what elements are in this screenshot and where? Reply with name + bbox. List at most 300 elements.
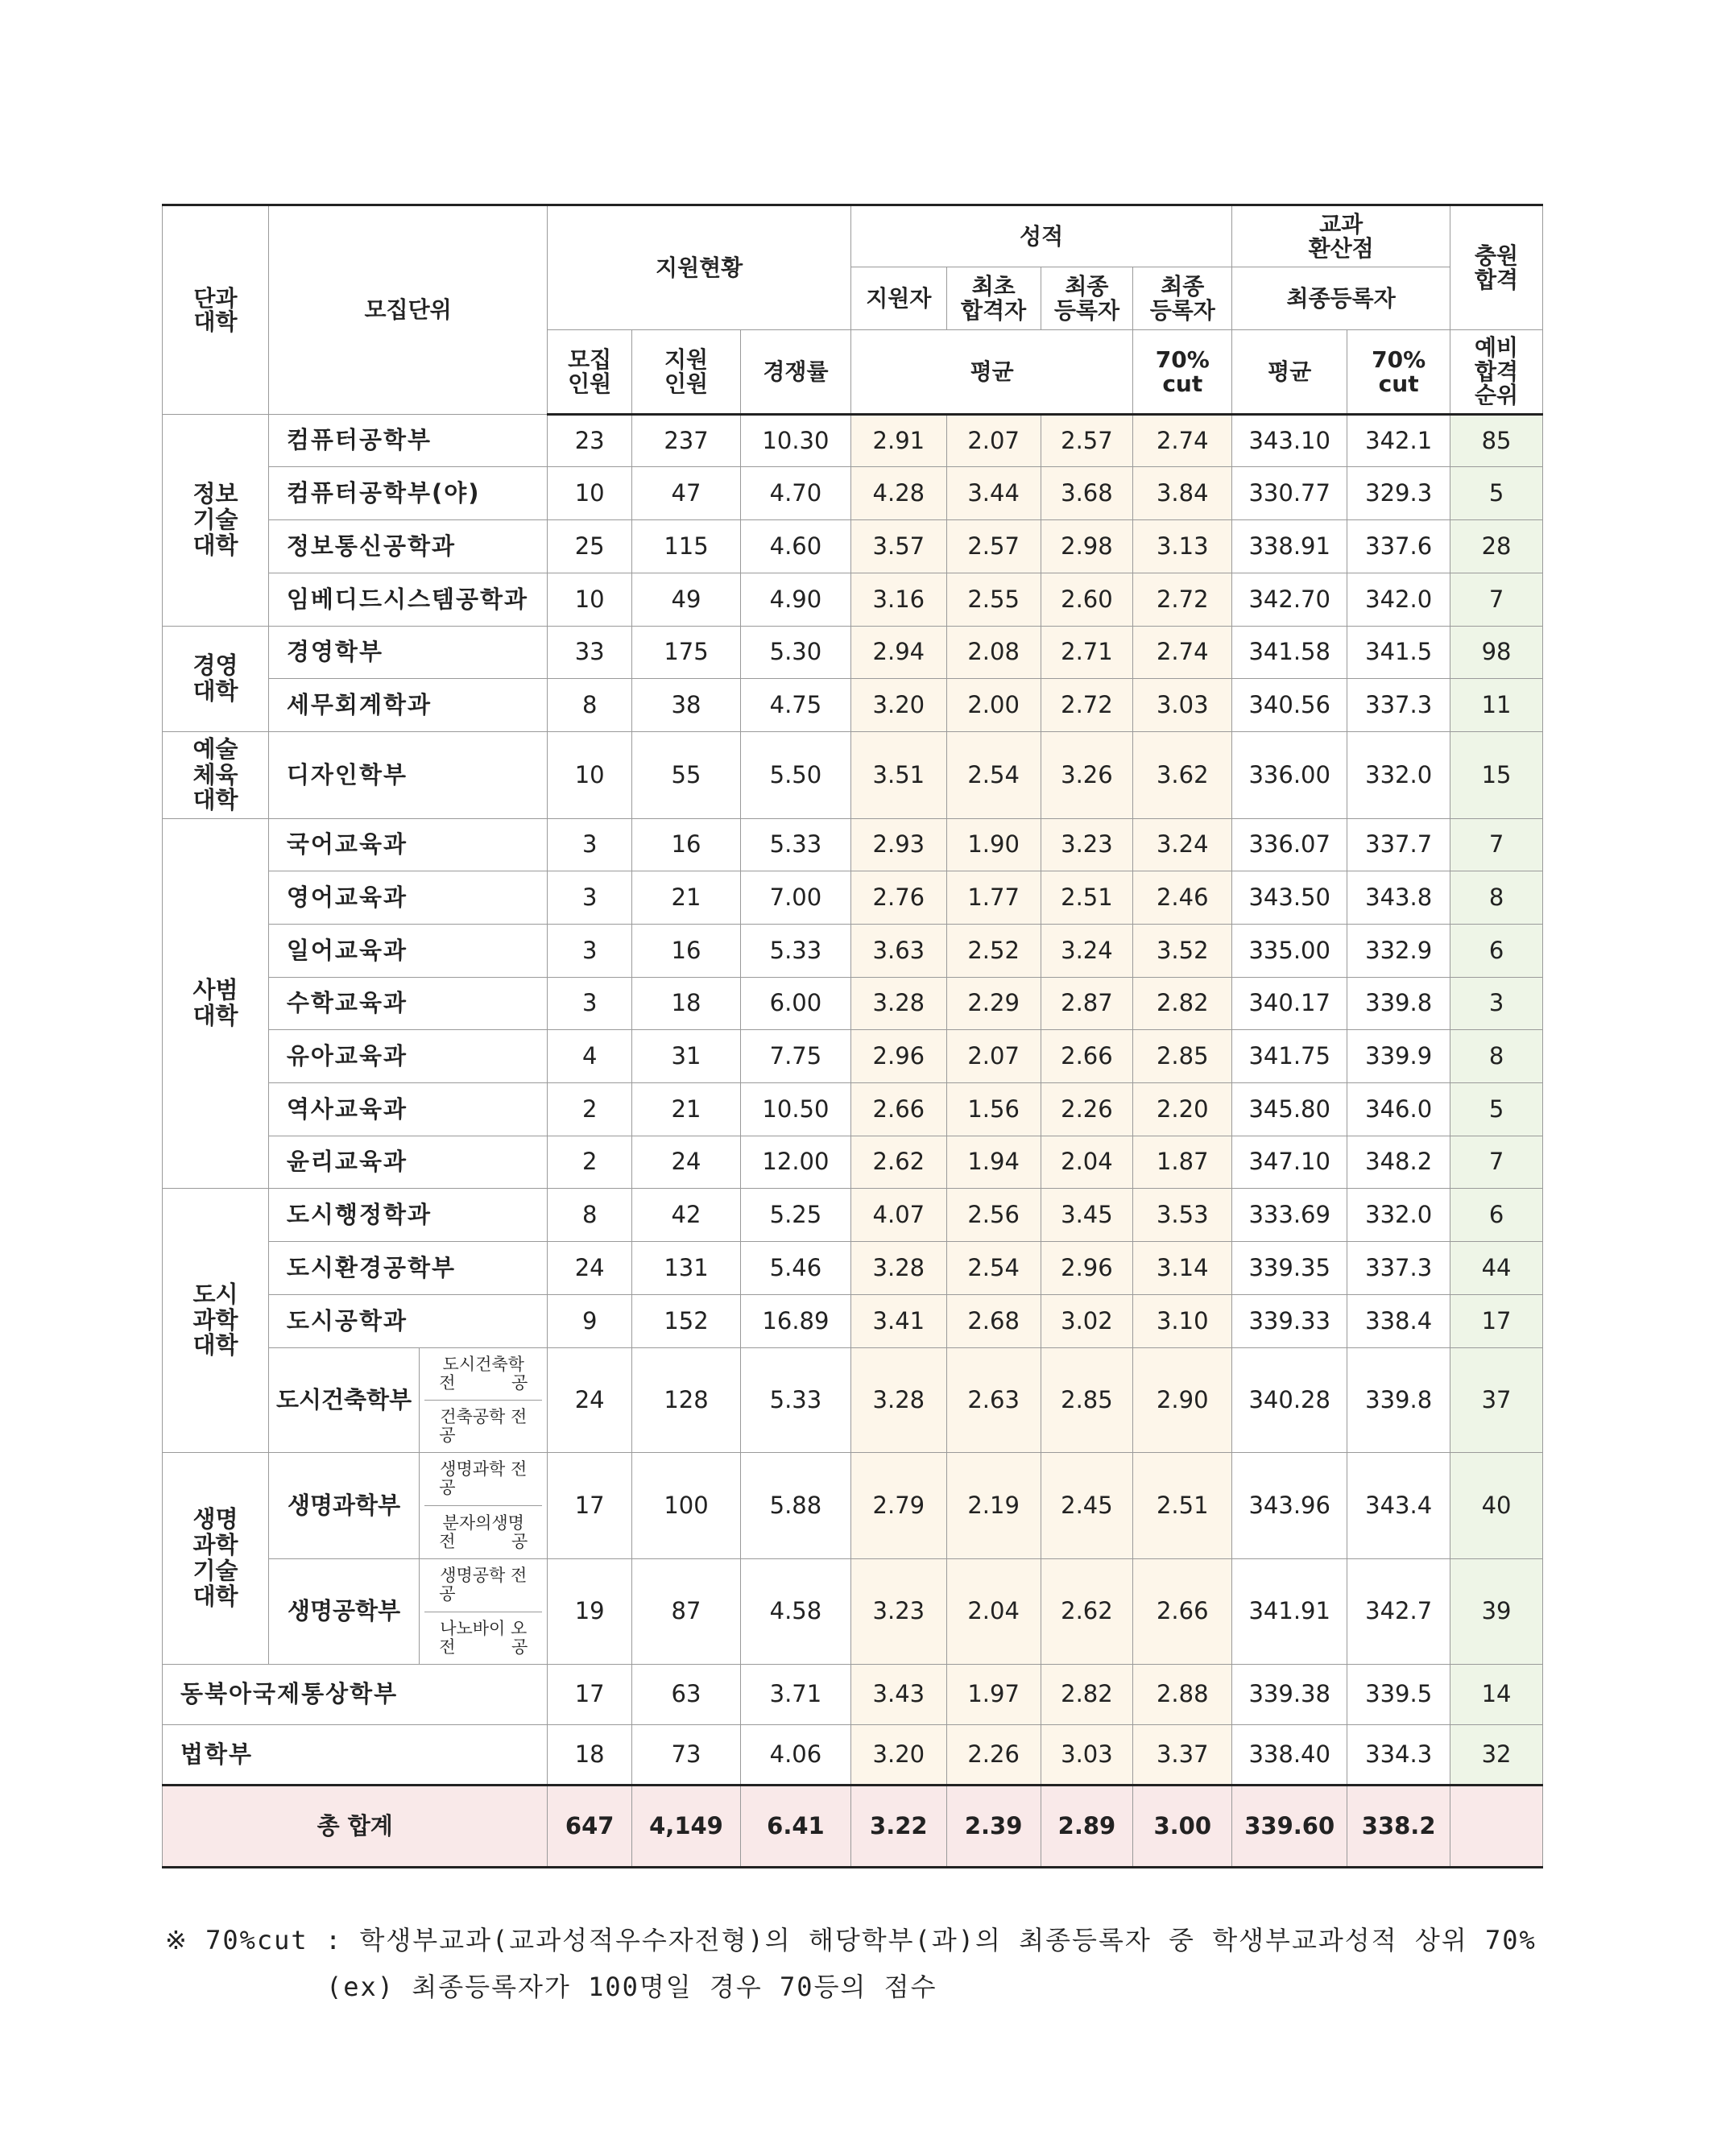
cell-recruit: 8 <box>548 1189 632 1242</box>
cell-d: 3.62 <box>1133 732 1232 819</box>
dept-name: 역사교육과 <box>268 1083 547 1136</box>
cell-apply: 38 <box>632 679 741 732</box>
cell-e: 338.91 <box>1232 520 1347 573</box>
cell-a: 3.43 <box>850 1665 946 1725</box>
cell-ratio: 16.89 <box>740 1295 850 1348</box>
college-life: 생명 과학 기술 대학 <box>163 1453 269 1665</box>
cell-e: 336.00 <box>1232 732 1347 819</box>
table-row <box>163 1083 1543 1136</box>
total-apply: 4,149 <box>632 1786 741 1868</box>
college-edu: 사범 대학 <box>163 819 269 1189</box>
cell-b: 2.54 <box>946 732 1041 819</box>
table-row <box>163 573 1543 627</box>
major-2: 나노바이 오 전 공 <box>439 1618 528 1657</box>
cell-a: 2.94 <box>850 627 946 679</box>
dept-group: 도시건축학부 <box>268 1348 419 1453</box>
cell-f: 334.3 <box>1347 1725 1450 1786</box>
cell-e: 338.40 <box>1232 1725 1347 1786</box>
cell-recruit: 33 <box>548 627 632 679</box>
total-recruit: 647 <box>548 1786 632 1868</box>
cell-a: 2.91 <box>850 415 946 467</box>
table-row <box>163 1136 1543 1189</box>
cell-apply: 24 <box>632 1136 741 1189</box>
major-2: 건축공학 전 공 <box>439 1407 528 1446</box>
cell-apply: 18 <box>632 978 741 1030</box>
cell-g: 7 <box>1450 1136 1543 1189</box>
cell-ratio: 4.75 <box>740 679 850 732</box>
cell-ratio: 12.00 <box>740 1136 850 1189</box>
total-f: 338.2 <box>1347 1786 1450 1868</box>
cell-b: 2.68 <box>946 1295 1041 1348</box>
cell-a: 3.20 <box>850 1725 946 1786</box>
cell-e: 343.96 <box>1232 1453 1347 1559</box>
cell-recruit: 9 <box>548 1295 632 1348</box>
cell-c: 2.96 <box>1041 1242 1133 1295</box>
header-applicants-status: 지원현황 <box>548 205 851 330</box>
cell-d: 2.46 <box>1133 871 1232 925</box>
cell-b: 2.07 <box>946 415 1041 467</box>
cell-apply: 128 <box>632 1348 741 1453</box>
table-row <box>163 415 1543 467</box>
cell-ratio: 4.90 <box>740 573 850 627</box>
cell-e: 339.35 <box>1232 1242 1347 1295</box>
table-row <box>163 627 1543 679</box>
cell-f: 337.7 <box>1347 819 1450 871</box>
cell-apply: 16 <box>632 925 741 978</box>
cell-a: 4.07 <box>850 1189 946 1242</box>
cell-g: 40 <box>1450 1453 1543 1559</box>
cell-f: 332.9 <box>1347 925 1450 978</box>
cell-d: 2.72 <box>1133 573 1232 627</box>
total-d: 3.00 <box>1133 1786 1232 1868</box>
cell-b: 2.19 <box>946 1453 1041 1559</box>
header-s-avg: 평균 <box>1232 330 1347 415</box>
cell-recruit: 10 <box>548 732 632 819</box>
dept-majors <box>420 1559 548 1665</box>
total-g <box>1450 1786 1543 1868</box>
table-row <box>163 978 1543 1030</box>
header-unit: 모집단위 <box>268 205 547 415</box>
cell-recruit: 2 <box>548 1083 632 1136</box>
cell-recruit: 19 <box>548 1559 632 1665</box>
cell-e: 330.77 <box>1232 467 1347 520</box>
cell-apply: 31 <box>632 1030 741 1083</box>
cell-recruit: 10 <box>548 573 632 627</box>
college-it: 정보 기술 대학 <box>163 415 269 627</box>
header-subject-score: 교과 환산점 <box>1232 205 1450 267</box>
footnote-line-1: ※ 70%cut : 학생부교과(교과성적우수자전형)의 해당학부(과)의 최종등록자 중 학생부교과성적 상위 70% <box>165 1925 1537 1955</box>
header-cut70: 70% cut <box>1133 330 1232 415</box>
cell-ratio: 5.46 <box>740 1242 850 1295</box>
cell-b: 2.04 <box>946 1559 1041 1665</box>
cell-g: 14 <box>1450 1665 1543 1725</box>
cell-e: 341.75 <box>1232 1030 1347 1083</box>
cell-d: 2.20 <box>1133 1083 1232 1136</box>
cell-e: 343.50 <box>1232 871 1347 925</box>
header-g-final-reg: 최종 등록자 <box>1041 267 1133 330</box>
cell-a: 3.57 <box>850 520 946 573</box>
cell-g: 85 <box>1450 415 1543 467</box>
dept-name: 영어교육과 <box>268 871 547 925</box>
dept-name: 정보통신공학과 <box>268 520 547 573</box>
dept-name: 경영학부 <box>268 627 547 679</box>
header-g-first-pass: 최초 합격자 <box>946 267 1041 330</box>
cell-b: 2.55 <box>946 573 1041 627</box>
cell-g: 7 <box>1450 573 1543 627</box>
cell-e: 335.00 <box>1232 925 1347 978</box>
cell-g: 7 <box>1450 819 1543 871</box>
header-grades: 성적 <box>850 205 1231 267</box>
cell-a: 3.51 <box>850 732 946 819</box>
cell-b: 1.56 <box>946 1083 1041 1136</box>
cell-ratio: 6.00 <box>740 978 850 1030</box>
dept-majors <box>420 1453 548 1559</box>
cell-g: 98 <box>1450 627 1543 679</box>
cell-f: 339.8 <box>1347 978 1450 1030</box>
cell-ratio: 10.30 <box>740 415 850 467</box>
major-2: 분자의생명 전 공 <box>439 1513 528 1551</box>
cell-e: 345.80 <box>1232 1083 1347 1136</box>
cell-a: 3.20 <box>850 679 946 732</box>
admission-results-table <box>162 204 1543 1868</box>
cell-ratio: 7.00 <box>740 871 850 925</box>
cell-a: 3.41 <box>850 1295 946 1348</box>
total-c: 2.89 <box>1041 1786 1133 1868</box>
table-row <box>163 1665 1543 1725</box>
table-row <box>163 467 1543 520</box>
cell-recruit: 23 <box>548 415 632 467</box>
table-row <box>163 1030 1543 1083</box>
dept-group: 생명공학부 <box>268 1559 419 1665</box>
header-extra-pass: 충원 합격 <box>1450 205 1543 330</box>
cell-e: 339.38 <box>1232 1665 1347 1725</box>
cell-c: 2.85 <box>1041 1348 1133 1453</box>
cell-f: 342.0 <box>1347 573 1450 627</box>
dept-name: 도시환경공학부 <box>268 1242 547 1295</box>
cell-ratio: 5.33 <box>740 925 850 978</box>
cell-b: 1.97 <box>946 1665 1041 1725</box>
cell-recruit: 17 <box>548 1453 632 1559</box>
dept-name: 법학부 <box>163 1725 548 1786</box>
cell-c: 2.87 <box>1041 978 1133 1030</box>
college-biz: 경영 대학 <box>163 627 269 732</box>
cell-f: 348.2 <box>1347 1136 1450 1189</box>
college-urban: 도시 과학 대학 <box>163 1189 269 1453</box>
total-ratio: 6.41 <box>740 1786 850 1868</box>
dept-name: 국어교육과 <box>268 819 547 871</box>
cell-recruit: 10 <box>548 467 632 520</box>
cell-a: 4.28 <box>850 467 946 520</box>
header-g-final-reg-2: 최종 등록자 <box>1133 267 1232 330</box>
cell-b: 1.90 <box>946 819 1041 871</box>
dept-name: 컴퓨터공학부(야) <box>268 467 547 520</box>
cell-a: 2.96 <box>850 1030 946 1083</box>
cell-e: 347.10 <box>1232 1136 1347 1189</box>
table-row <box>163 1189 1543 1242</box>
table-row <box>163 1295 1543 1348</box>
cell-apply: 63 <box>632 1665 741 1725</box>
cell-d: 2.74 <box>1133 627 1232 679</box>
total-a: 3.22 <box>850 1786 946 1868</box>
dept-name: 윤리교육과 <box>268 1136 547 1189</box>
header-apply: 지원 인원 <box>632 330 741 415</box>
cell-f: 329.3 <box>1347 467 1450 520</box>
table-row <box>163 1725 1543 1786</box>
cell-e: 340.28 <box>1232 1348 1347 1453</box>
total-row <box>163 1786 1543 1868</box>
cell-c: 3.03 <box>1041 1725 1133 1786</box>
cell-g: 32 <box>1450 1725 1543 1786</box>
cell-ratio: 3.71 <box>740 1665 850 1725</box>
cell-e: 333.69 <box>1232 1189 1347 1242</box>
cell-d: 2.82 <box>1133 978 1232 1030</box>
cell-d: 3.84 <box>1133 467 1232 520</box>
cell-ratio: 5.30 <box>740 627 850 679</box>
cell-c: 2.71 <box>1041 627 1133 679</box>
cell-f: 337.3 <box>1347 1242 1450 1295</box>
cell-ratio: 7.75 <box>740 1030 850 1083</box>
header-reserve-rank: 예비 합격 순위 <box>1450 330 1543 415</box>
cell-recruit: 24 <box>548 1348 632 1453</box>
cell-d: 3.14 <box>1133 1242 1232 1295</box>
cell-b: 2.26 <box>946 1725 1041 1786</box>
cell-b: 2.00 <box>946 679 1041 732</box>
cell-e: 340.17 <box>1232 978 1347 1030</box>
cell-f: 341.5 <box>1347 627 1450 679</box>
major-1: 생명과학 전 공 <box>424 1453 542 1507</box>
cell-g: 6 <box>1450 925 1543 978</box>
cell-ratio: 5.25 <box>740 1189 850 1242</box>
cell-c: 2.82 <box>1041 1665 1133 1725</box>
cell-e: 343.10 <box>1232 415 1347 467</box>
cell-g: 17 <box>1450 1295 1543 1348</box>
dept-name: 도시공학과 <box>268 1295 547 1348</box>
cell-g: 37 <box>1450 1348 1543 1453</box>
cell-g: 3 <box>1450 978 1543 1030</box>
cell-d: 3.52 <box>1133 925 1232 978</box>
cell-g: 39 <box>1450 1559 1543 1665</box>
cell-apply: 49 <box>632 573 741 627</box>
cell-c: 2.51 <box>1041 871 1133 925</box>
cell-recruit: 3 <box>548 925 632 978</box>
cell-d: 2.88 <box>1133 1665 1232 1725</box>
cell-f: 337.3 <box>1347 679 1450 732</box>
cell-ratio: 4.58 <box>740 1559 850 1665</box>
cell-b: 2.54 <box>946 1242 1041 1295</box>
cell-d: 3.53 <box>1133 1189 1232 1242</box>
footnote <box>165 1917 1537 2010</box>
dept-name: 컴퓨터공학부 <box>268 415 547 467</box>
cell-g: 28 <box>1450 520 1543 573</box>
header-s-cut70: 70% cut <box>1347 330 1450 415</box>
cell-apply: 115 <box>632 520 741 573</box>
cell-f: 343.4 <box>1347 1453 1450 1559</box>
cell-b: 2.08 <box>946 627 1041 679</box>
cell-d: 3.03 <box>1133 679 1232 732</box>
dept-name: 세무회계학과 <box>268 679 547 732</box>
header-recruit: 모집 인원 <box>548 330 632 415</box>
cell-ratio: 4.06 <box>740 1725 850 1786</box>
cell-apply: 152 <box>632 1295 741 1348</box>
cell-e: 342.70 <box>1232 573 1347 627</box>
cell-recruit: 4 <box>548 1030 632 1083</box>
dept-majors <box>420 1348 548 1453</box>
cell-d: 3.13 <box>1133 520 1232 573</box>
cell-b: 2.56 <box>946 1189 1041 1242</box>
cell-ratio: 10.50 <box>740 1083 850 1136</box>
cell-a: 3.28 <box>850 1348 946 1453</box>
cell-d: 3.24 <box>1133 819 1232 871</box>
cell-e: 340.56 <box>1232 679 1347 732</box>
cell-g: 11 <box>1450 679 1543 732</box>
cell-f: 343.8 <box>1347 871 1450 925</box>
cell-e: 339.33 <box>1232 1295 1347 1348</box>
table-row <box>163 1559 1543 1665</box>
cell-recruit: 8 <box>548 679 632 732</box>
cell-a: 3.63 <box>850 925 946 978</box>
dept-name: 동북아국제통상학부 <box>163 1665 548 1725</box>
cell-a: 3.28 <box>850 978 946 1030</box>
cell-c: 3.23 <box>1041 819 1133 871</box>
cell-f: 342.1 <box>1347 415 1450 467</box>
dept-group: 생명과학부 <box>268 1453 419 1559</box>
cell-d: 2.51 <box>1133 1453 1232 1559</box>
cell-g: 44 <box>1450 1242 1543 1295</box>
cell-c: 2.60 <box>1041 573 1133 627</box>
cell-b: 2.07 <box>946 1030 1041 1083</box>
cell-d: 2.90 <box>1133 1348 1232 1453</box>
header-college: 단과 대학 <box>163 205 269 415</box>
table-row <box>163 1348 1543 1453</box>
cell-f: 339.8 <box>1347 1348 1450 1453</box>
cell-ratio: 5.88 <box>740 1453 850 1559</box>
cell-f: 332.0 <box>1347 1189 1450 1242</box>
table-row <box>163 871 1543 925</box>
cell-f: 332.0 <box>1347 732 1450 819</box>
cell-f: 337.6 <box>1347 520 1450 573</box>
cell-apply: 131 <box>632 1242 741 1295</box>
dept-name: 수학교육과 <box>268 978 547 1030</box>
table-row <box>163 1242 1543 1295</box>
cell-a: 3.28 <box>850 1242 946 1295</box>
cell-ratio: 4.60 <box>740 520 850 573</box>
cell-recruit: 3 <box>548 871 632 925</box>
cell-recruit: 2 <box>548 1136 632 1189</box>
cell-e: 341.58 <box>1232 627 1347 679</box>
total-label: 총 합계 <box>163 1786 548 1868</box>
cell-e: 341.91 <box>1232 1559 1347 1665</box>
cell-recruit: 18 <box>548 1725 632 1786</box>
cell-apply: 47 <box>632 467 741 520</box>
cell-a: 2.76 <box>850 871 946 925</box>
cell-ratio: 4.70 <box>740 467 850 520</box>
cell-recruit: 3 <box>548 819 632 871</box>
cell-a: 2.62 <box>850 1136 946 1189</box>
cell-f: 342.7 <box>1347 1559 1450 1665</box>
dept-name: 일어교육과 <box>268 925 547 978</box>
cell-b: 1.77 <box>946 871 1041 925</box>
cell-apply: 237 <box>632 415 741 467</box>
table-row <box>163 1453 1543 1559</box>
cell-ratio: 5.50 <box>740 732 850 819</box>
cell-a: 2.79 <box>850 1453 946 1559</box>
cell-c: 3.26 <box>1041 732 1133 819</box>
cell-ratio: 5.33 <box>740 819 850 871</box>
cell-c: 2.04 <box>1041 1136 1133 1189</box>
major-1: 생명공학 전 공 <box>424 1559 542 1612</box>
cell-apply: 73 <box>632 1725 741 1786</box>
header-avg: 평균 <box>850 330 1132 415</box>
cell-g: 5 <box>1450 1083 1543 1136</box>
cell-a: 2.93 <box>850 819 946 871</box>
major-1: 도시건축학 전 공 <box>424 1348 542 1401</box>
cell-b: 2.57 <box>946 520 1041 573</box>
cell-b: 3.44 <box>946 467 1041 520</box>
cell-c: 2.72 <box>1041 679 1133 732</box>
cell-a: 3.23 <box>850 1559 946 1665</box>
cell-c: 2.26 <box>1041 1083 1133 1136</box>
table-row <box>163 732 1543 819</box>
cell-g: 5 <box>1450 467 1543 520</box>
cell-g: 15 <box>1450 732 1543 819</box>
cell-a: 3.16 <box>850 573 946 627</box>
cell-apply: 21 <box>632 871 741 925</box>
cell-b: 2.52 <box>946 925 1041 978</box>
cell-e: 336.07 <box>1232 819 1347 871</box>
cell-c: 2.98 <box>1041 520 1133 573</box>
header-g-applicants: 지원자 <box>850 267 946 330</box>
cell-apply: 100 <box>632 1453 741 1559</box>
table-row <box>163 925 1543 978</box>
cell-b: 2.29 <box>946 978 1041 1030</box>
header-s-final-reg: 최종등록자 <box>1232 267 1450 330</box>
cell-apply: 16 <box>632 819 741 871</box>
cell-b: 2.63 <box>946 1348 1041 1453</box>
cell-d: 2.85 <box>1133 1030 1232 1083</box>
cell-recruit: 24 <box>548 1242 632 1295</box>
cell-c: 3.68 <box>1041 467 1133 520</box>
cell-f: 339.5 <box>1347 1665 1450 1725</box>
cell-g: 6 <box>1450 1189 1543 1242</box>
cell-c: 3.45 <box>1041 1189 1133 1242</box>
table-row <box>163 819 1543 871</box>
cell-a: 2.66 <box>850 1083 946 1136</box>
cell-c: 3.24 <box>1041 925 1133 978</box>
cell-ratio: 5.33 <box>740 1348 850 1453</box>
cell-apply: 21 <box>632 1083 741 1136</box>
total-b: 2.39 <box>946 1786 1041 1868</box>
cell-c: 2.62 <box>1041 1559 1133 1665</box>
cell-recruit: 17 <box>548 1665 632 1725</box>
cell-c: 3.02 <box>1041 1295 1133 1348</box>
cell-apply: 42 <box>632 1189 741 1242</box>
cell-b: 1.94 <box>946 1136 1041 1189</box>
cell-c: 2.66 <box>1041 1030 1133 1083</box>
cell-f: 339.9 <box>1347 1030 1450 1083</box>
cell-f: 338.4 <box>1347 1295 1450 1348</box>
dept-name: 도시행정학과 <box>268 1189 547 1242</box>
dept-name: 유아교육과 <box>268 1030 547 1083</box>
footnote-line-2: (ex) 최종등록자가 100명일 경우 70등의 점수 <box>326 1972 937 2002</box>
cell-apply: 175 <box>632 627 741 679</box>
cell-g: 8 <box>1450 871 1543 925</box>
dept-name: 디자인학부 <box>268 732 547 819</box>
cell-recruit: 25 <box>548 520 632 573</box>
dept-name: 임베디드시스템공학과 <box>268 573 547 627</box>
cell-f: 346.0 <box>1347 1083 1450 1136</box>
cell-d: 3.10 <box>1133 1295 1232 1348</box>
cell-d: 2.74 <box>1133 415 1232 467</box>
